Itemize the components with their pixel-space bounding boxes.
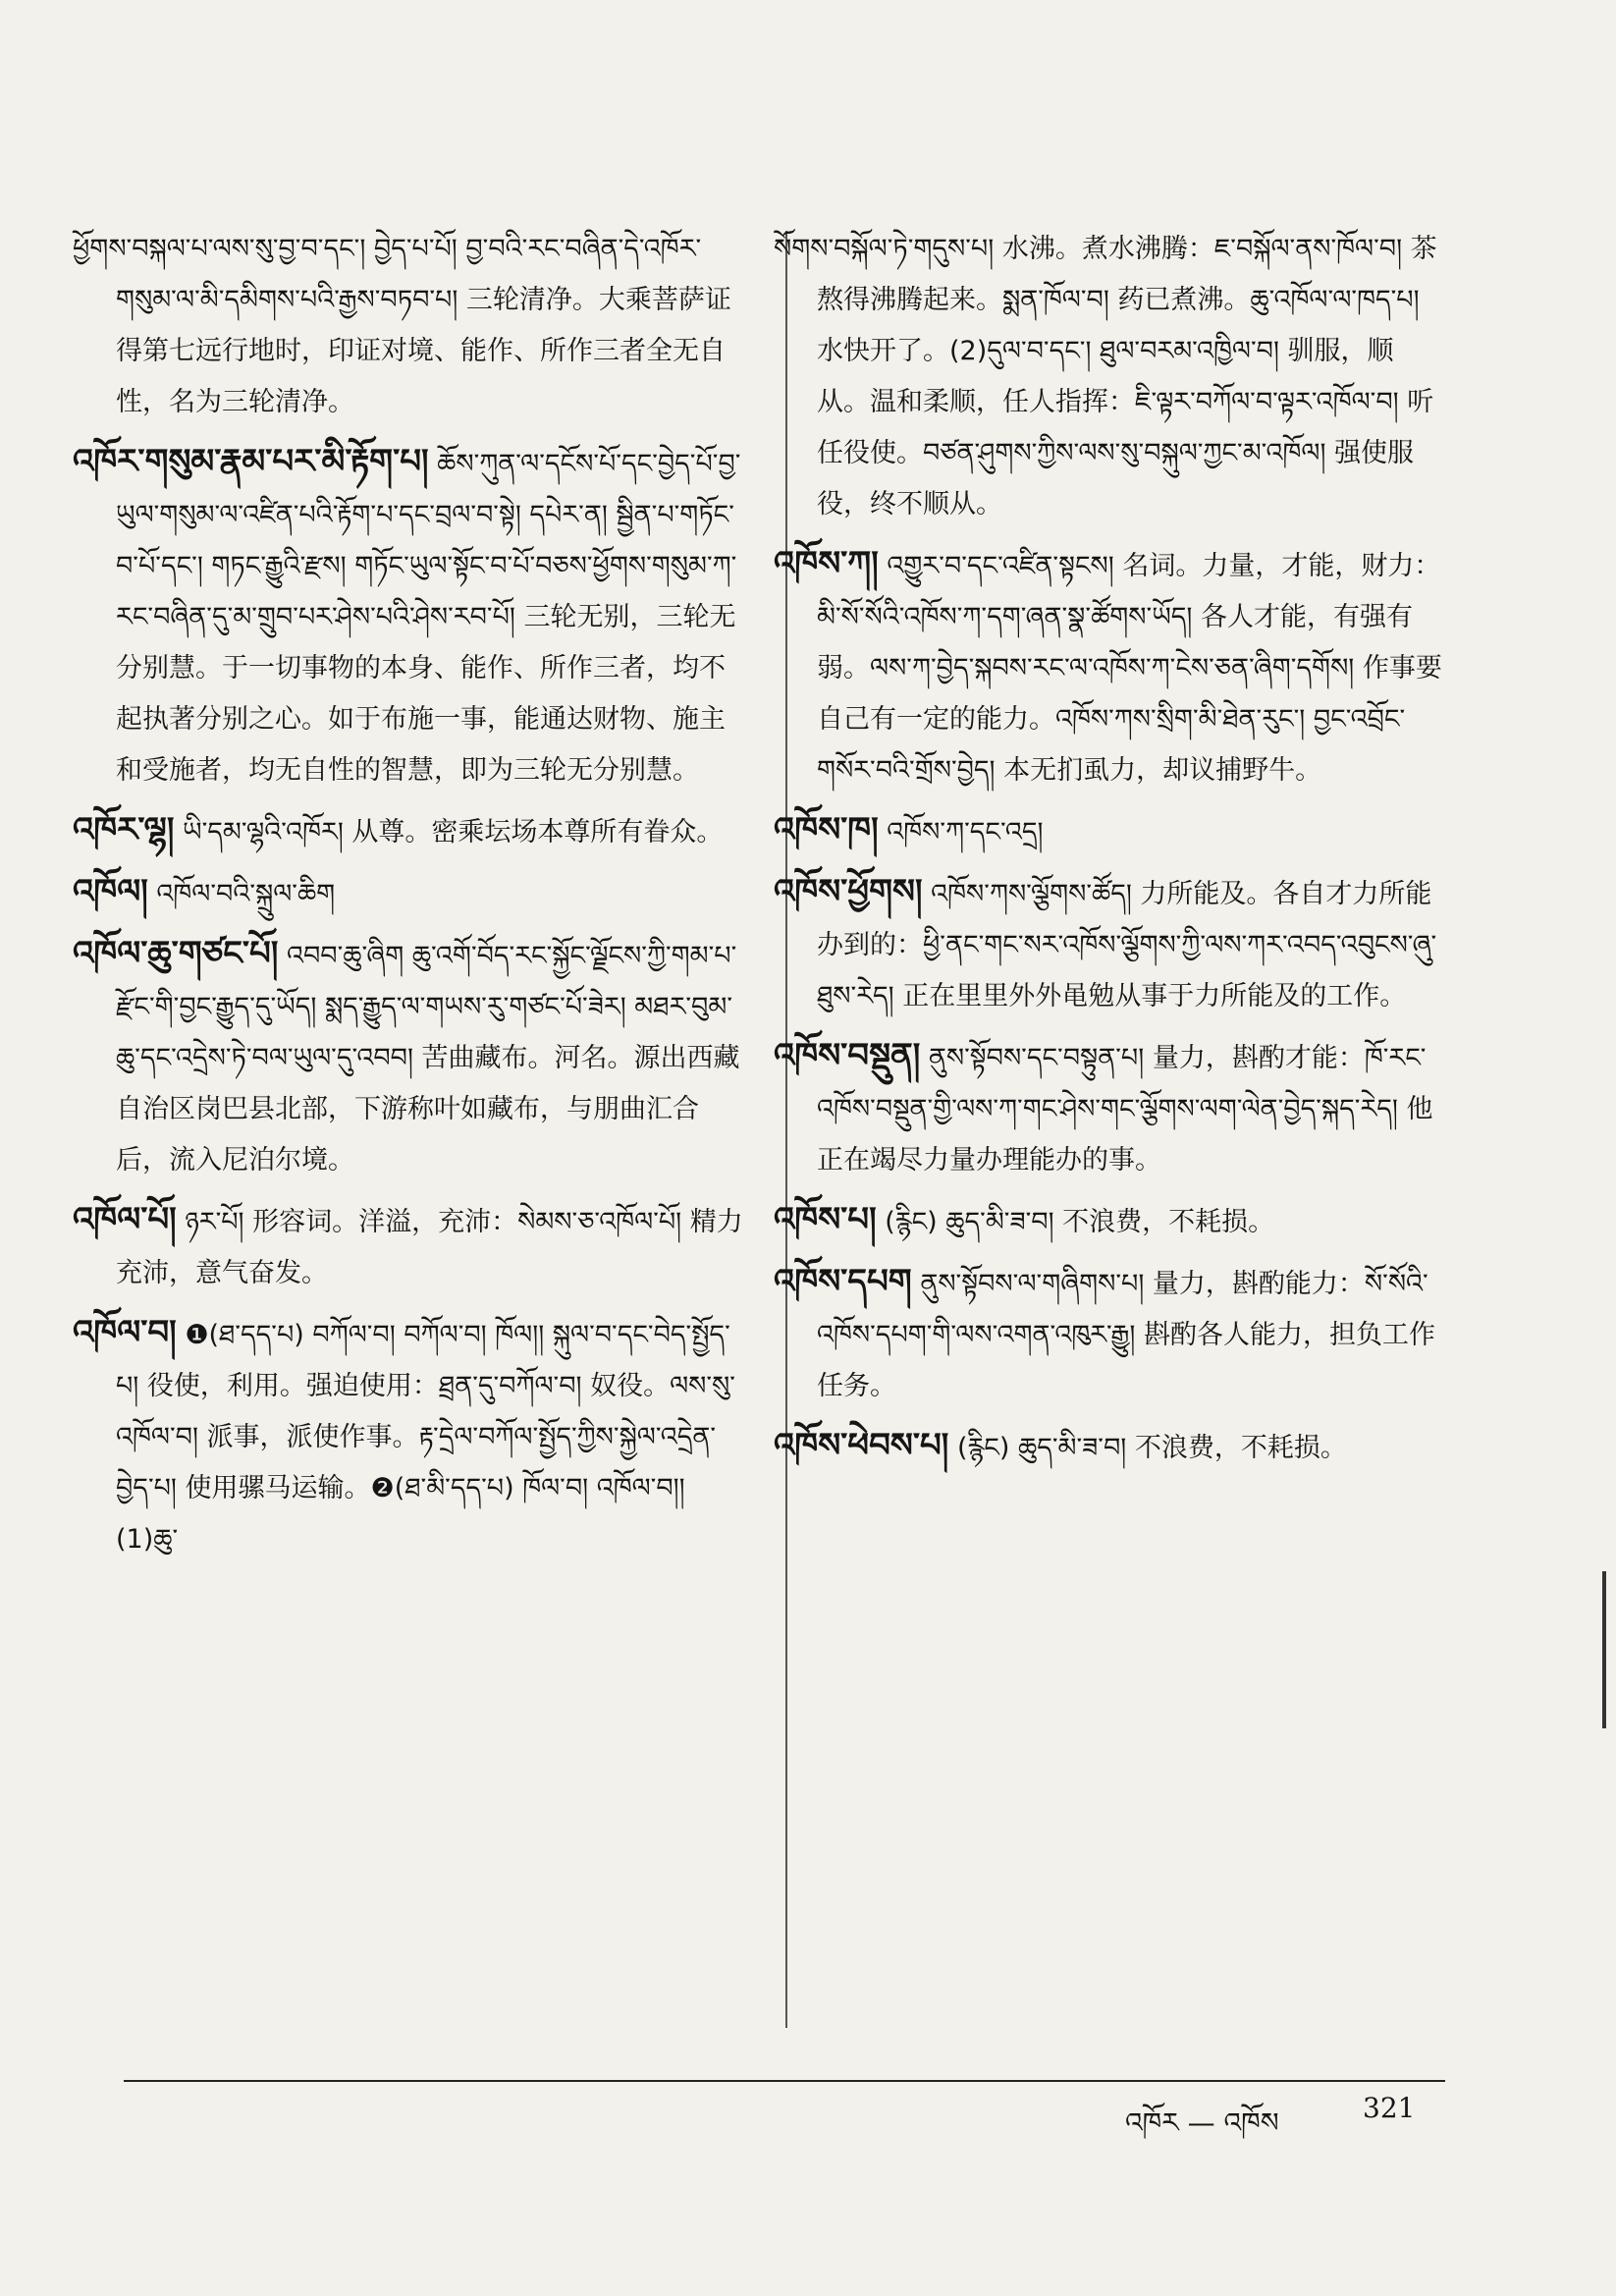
entry [774,538,1445,796]
headword: འཁོལ་ཆུ་གཙང་པོ། [73,934,279,973]
headword: འཁོལ་པོ། [73,1200,177,1239]
headword: འཁོས་བསྡུན། [774,1036,921,1075]
definition: ཉར་པོ། 形容词。洋溢，充沛：སེམས་ཅ་འཁོལ་པོ། 精力充沛，意气奋发。 [116,1207,743,1288]
definition: འགྱུར་བ་དང་འཛིན་སྟངས། 名词。力量，才能，财力：མི་སོ་སོའི་འཁོས་ཀ་དག་ཞན་སྣ་ཚོགས་ཡོད། 各人才能，有强有弱。ལས་ཀ་བྱེད་སྐབས་རང་ལ་འཁོས་ཀ་ངེས་ཅན་ཞིག་དགོས། 作事要自己有一定的能力。འཁོས་ཀས་སྲིག་མི་ཐེན་རུང་། བྱང་འབྲོང་གསོར་བའི་གྲོས་བྱེད། 本无扪虱力，却议捕野牛。 [817,551,1442,786]
running-head: འཁོར — འཁོས [1125,2106,1279,2139]
entry [774,1030,1445,1186]
entry [774,221,1445,530]
headword: འཁོས་པ། [774,1200,877,1239]
headword: འཁོས་ཕྱོགས། [774,872,923,911]
definition: ❶(ཐ་དད་པ) བཀོལ་བ། བཀོལ་བ། ཁོལ།། སྐུལ་བ་དང་བེད་སྤྱོད་པ། 役使，利用。强迫使用：ཐྲན་དུ་བཀོལ་བ། 奴役。ལས་སུ་འཁོལ་བ། 派事，派使作事。རྟ་དྲེལ་བཀོལ་སྤྱོད་ཀྱིས་སྐྱེལ་འདྲེན་བྱེད་པ། 使用骡马运输。❷(ཐ་མི་དད་པ) ཁོལ་བ། འཁོལ་བ།། (1)ཆུ་ [116,1320,735,1555]
entry [774,804,1445,858]
definition: ཡི་དམ་ལྷའི་འཁོར། 从尊。密乘坛场本尊所有眷众。 [183,817,724,847]
headword: འཁོས་ཕེབས་པ། [774,1426,949,1465]
entry [774,1256,1445,1412]
headword: འཁོས་ཁ། [774,810,879,849]
headword: འཁོལ་བ། [73,1313,177,1352]
definition: སོགས་བསྐོལ་ཏེ་གདུས་པ། 水沸。煮水沸腾：ཇ་བསྐོལ་ནས་ཁོལ་བ། 茶熬得沸腾起来。སྨན་ཁོལ་བ། 药已煮沸。ཆུ་འཁོལ་ལ་ཁད་པ། 水快开了。(2)དུལ་བ་དང་། ཐུལ་བརམ་འཁྱིལ་བ། 驯服，顺从。温和柔顺，任人指挥：ཇི་ལྟར་བཀོལ་བ་ལྟར་འཁོལ་བ། 听任役使。བཙན་ཤུགས་ཀྱིས་ལས་སུ་བསྐུལ་ཀྱང་མ་འཁོལ། 强使服役，终不顺从。 [774,234,1437,519]
entry [774,1420,1445,1474]
headword: འཁོས་དཔག [774,1262,912,1301]
left-column [73,221,744,1565]
entry [73,1194,744,1299]
entry [73,436,744,796]
definition: ཆོས་ཀུན་ལ་དངོས་པོ་དང་བྱེད་པོ་བྱ་ཡུལ་གསུམ་ལ་འཛིན་པའི་རྟོག་པ་དང་བྲལ་བ་སྟེ། དཔེར་ན། སྦྱིན་པ་གཏོང་བ་པོ་དང་། གཏང་རྒྱུའི་རྫས། གཏོང་ཡུལ་སྟོང་བ་པོ་བཅས་ཕྱོགས་གསུམ་ཀ་རང་བཞིན་དུ་མ་གྲུབ་པར་ཤེས་པའི་ཤེས་རབ་པོ། 三轮无别，三轮无分别慧。于一切事物的本身、能作、所作三者，均不起执著分别之心。如于布施一事，能通达财物、施主和受施者，均无自性的智慧，即为三轮无分别慧。 [116,449,741,786]
headword: འཁོལ། [73,872,148,911]
footer-rule [124,2080,1445,2082]
entry [73,866,744,920]
definition: (རྙིང) ཆུད་མི་ཟ་བ། 不浪费，不耗损。 [885,1207,1275,1237]
definition: (རྙིང) ཆུད་མི་ཟ་བ། 不浪费，不耗损。 [956,1433,1347,1463]
scan-edge-mark [1602,1571,1606,1728]
entry [774,1194,1445,1248]
right-column [774,221,1445,1474]
definition: ཕྱོགས་བསྐལ་པ་ལས་སུ་བྱ་བ་དང་། བྱེད་པ་པོ། བྱ་བའི་རང་བཞིན་དེ་འཁོར་གསུམ་ལ་མི་དམིགས་པའི་རྒྱས་བཏབ་པ། 三轮清净。大乘菩萨证得第七远行地时，印证对境、能作、所作三者全无自性，名为三轮清净。 [73,234,731,417]
entry [73,221,744,428]
headword: འཁོས་ཀ། [774,544,879,583]
page-number: 321 [1363,2092,1416,2124]
entry [73,1307,744,1565]
definition: འཁོས་ཀས་ལྕོགས་ཚོད། 力所能及。各自才力所能办到的：ཕྱི་ནང་གང་སར་འཁོས་ལྕོགས་ཀྱི་ལས་ཀར་འབད་འབུངས་ཞུ་ཐུས་རེད། 正在里里外外黾勉从事于力所能及的工作。 [817,879,1437,1011]
entry [73,928,744,1186]
headword: འཁོར་ལྷ། [73,810,175,849]
entry [774,866,1445,1022]
headword: འཁོར་གསུམ་རྣམ་པར་མི་རྟོག་པ། [73,442,429,481]
definition: འཁོལ་བའི་སྐྲུལ་ཆིག [156,879,336,909]
definition: ནུས་སྟོབས་དང་བསྟུན་པ། 量力，斟酌才能：ཁོ་རང་འཁོས་བསྡུན་གྱི་ལས་ཀ་གང་ཤེས་གང་ལྕོགས་ལག་ལེན་བྱེད་སྐད་རེད། 他正在竭尽力量办理能办的事。 [817,1043,1433,1175]
definition: ནུས་སྟོབས་ལ་གཞིགས་པ། 量力，斟酌能力：སོ་སོའི་འཁོས་དཔག་གི་ལས་འགན་འཁུར་རྒྱུ། 斟酌各人能力，担负工作任务。 [817,1269,1435,1401]
column-divider [785,231,787,2028]
entry [73,804,744,858]
definition: འབབ་ཆུ་ཞིག ཆུ་འགོ་བོད་རང་སྐྱོང་ལྗོངས་ཀྱི་གམ་པ་རྫོང་གི་བྱང་རྒྱུད་དུ་ཡོད། སྨད་རྒྱུད་ལ་གཡས་རུ་གཙང་པོ་ཟེར། མཐར་བུམ་ཆུ་དང་འདྲེས་ཏེ་བལ་ཡུལ་དུ་འབབ། 苦曲藏布。河名。源出西藏自治区岗巴县北部，下游称叶如藏布，与朋曲汇合后，流入尼泊尔境。 [116,941,740,1175]
definition: འཁོས་ཀ་དང་འདྲ། [887,817,1044,847]
